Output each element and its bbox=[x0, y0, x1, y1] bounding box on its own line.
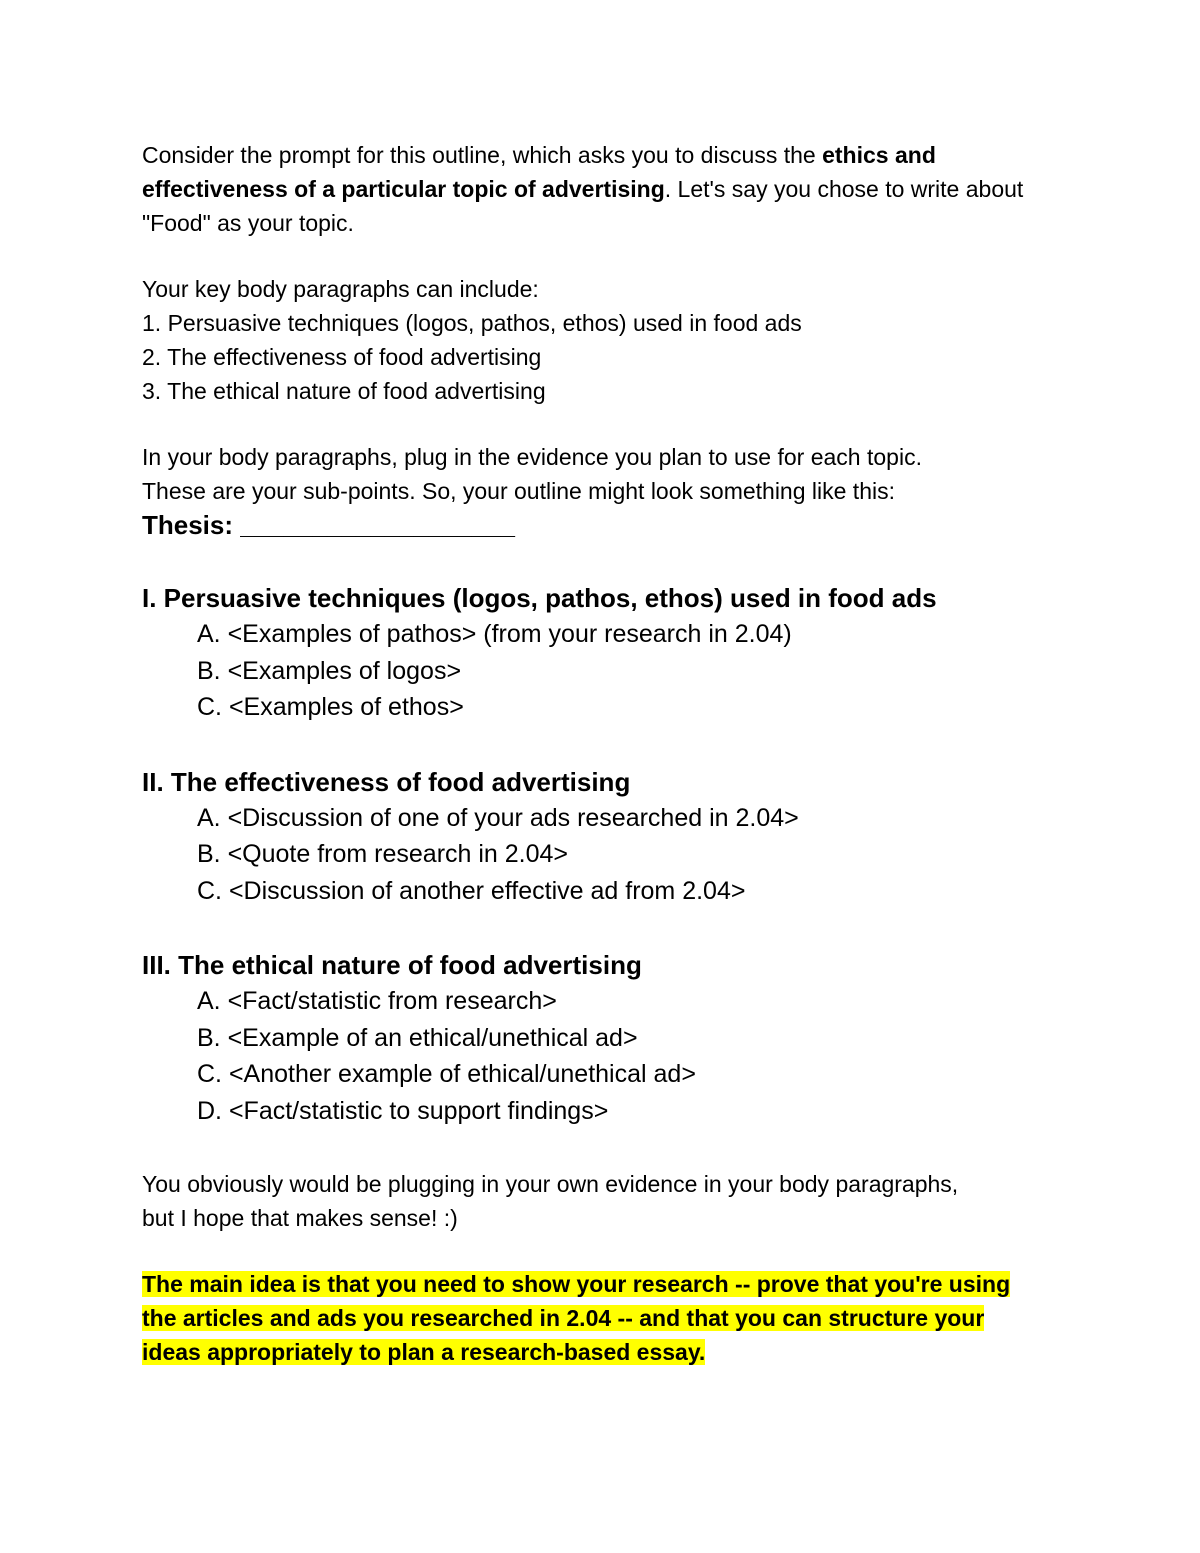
intro-paragraph bbox=[142, 138, 1072, 240]
highlighted-main-idea bbox=[142, 1267, 1072, 1369]
spacer bbox=[142, 726, 1072, 764]
section-heading: II. The effectiveness of food advertising bbox=[142, 766, 631, 797]
key-paragraph-item: 3. The ethical nature of food advertising bbox=[142, 378, 546, 404]
intro-text-end: . Let's say you chose to write about "Food" as your topic. bbox=[142, 176, 1024, 236]
section-subpoint: B. <Quote from research in 2.04> bbox=[197, 840, 569, 868]
spacer bbox=[142, 1235, 1072, 1267]
section-subpoint: A. <Discussion of one of your ads researched in 2.04> bbox=[197, 803, 799, 832]
intro-bold-phrase: ethics and effectiveness of a particular topic of advertising bbox=[142, 142, 936, 202]
thesis-line bbox=[142, 508, 1072, 542]
closing-line-1: You obviously would be plugging in your own evidence in your body paragraphs, bbox=[142, 1171, 959, 1197]
section-subpoint: A. <Fact/statistic from research> bbox=[197, 987, 557, 1015]
highlight-line-1: The main idea is that you need to show your research -- prove that you're using bbox=[142, 1271, 1011, 1297]
section-heading: III. The ethical nature of food advertising bbox=[142, 950, 642, 980]
spacer bbox=[142, 909, 1072, 947]
section-heading: I. Persuasive techniques (logos, pathos, ethos) used in food ads bbox=[142, 583, 937, 613]
evidence-line-2: These are your sub-points. So, your outline might look something like this: bbox=[142, 478, 895, 504]
key-paragraph-item: 2. The effectiveness of food advertising bbox=[142, 344, 542, 370]
section-subpoint: A. <Examples of pathos> (from your research in 2.04) bbox=[197, 620, 792, 648]
closing-line-2: but I hope that makes sense! :) bbox=[142, 1205, 458, 1231]
section-subpoint: B. <Examples of logos> bbox=[197, 656, 462, 685]
highlight-line-2: the articles and ads you researched in 2.04 -- and that you can structure your bbox=[142, 1305, 985, 1331]
document-page bbox=[142, 138, 1072, 1369]
key-paragraphs-lead: Your key body paragraphs can include: bbox=[142, 276, 539, 302]
spacer bbox=[142, 408, 1072, 440]
spacer bbox=[142, 542, 1072, 580]
intro-text-start: Consider the prompt for this outline, which asks you to discuss the bbox=[142, 142, 823, 168]
section-subpoint: B. <Example of an ethical/unethical ad> bbox=[197, 1023, 638, 1052]
section-subpoint: D. <Fact/statistic to support findings> bbox=[197, 1096, 609, 1125]
spacer bbox=[142, 240, 1072, 272]
thesis-blank: ___________________ bbox=[240, 510, 516, 540]
spacer bbox=[142, 1129, 1072, 1167]
highlight-line-3: ideas appropriately to plan a research-based essay. bbox=[142, 1339, 706, 1365]
section-subpoint: C. <Another example of ethical/unethical ad> bbox=[197, 1060, 696, 1088]
key-paragraph-item: 1. Persuasive techniques (logos, pathos, ethos) used in food ads bbox=[142, 310, 802, 336]
thesis-label: Thesis: bbox=[142, 510, 234, 540]
section-subpoint: C. <Examples of ethos> bbox=[197, 693, 464, 721]
evidence-line-1: In your body paragraphs, plug in the evidence you plan to use for each topic. bbox=[142, 444, 922, 470]
section-subpoint: C. <Discussion of another effective ad from 2.04> bbox=[197, 876, 746, 905]
